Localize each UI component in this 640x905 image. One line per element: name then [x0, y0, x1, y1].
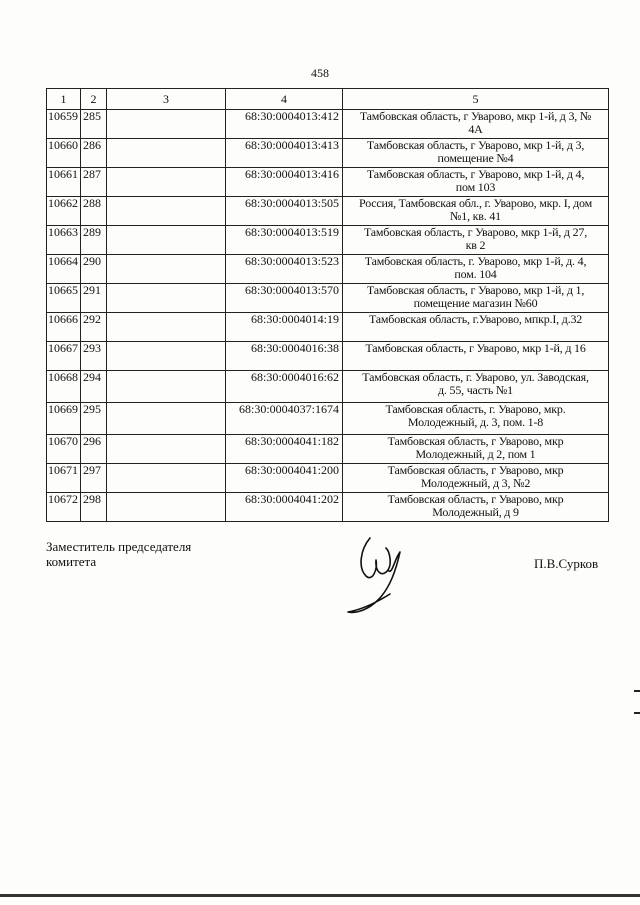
address-cell — [343, 226, 609, 255]
column-3-cell — [107, 342, 226, 371]
column-header: 4 — [226, 89, 343, 110]
column-3-cell — [107, 197, 226, 226]
column-3-cell — [107, 139, 226, 168]
address-cell — [343, 255, 609, 284]
column-3-cell — [107, 464, 226, 493]
table-row — [47, 403, 609, 435]
item-index-cell: 289 — [81, 226, 107, 255]
column-3-cell — [107, 435, 226, 464]
table-row — [47, 435, 609, 464]
item-index-cell: 288 — [81, 197, 107, 226]
cadastral-number-cell: 68:30:0004041:182 — [226, 435, 343, 464]
column-header: 1 — [47, 89, 81, 110]
item-index-cell: 294 — [81, 371, 107, 403]
handwritten-signature — [330, 530, 420, 620]
cadastral-number-cell: 68:30:0004013:523 — [226, 255, 343, 284]
cadastral-number-cell: 68:30:0004016:62 — [226, 371, 343, 403]
table-header-row — [47, 89, 609, 110]
table-row — [47, 313, 609, 342]
record-number-cell: 10665 — [47, 284, 81, 313]
column-header: 2 — [81, 89, 107, 110]
column-3-cell — [107, 168, 226, 197]
cadastral-number-cell: 68:30:0004037:1674 — [226, 403, 343, 435]
column-3-cell — [107, 284, 226, 313]
record-number-cell: 10668 — [47, 371, 81, 403]
column-3-cell — [107, 493, 226, 522]
page-number: 458 — [311, 66, 329, 80]
address-line-2: д. 55, часть №1 — [438, 383, 513, 397]
address-line-1: Тамбовская область, г. Уварово, мкр 1-й, д. 4, — [364, 254, 587, 268]
cadastral-number-cell: 68:30:0004013:412 — [226, 110, 343, 139]
record-number-cell: 10662 — [47, 197, 81, 226]
record-number-cell: 10663 — [47, 226, 81, 255]
column-3-cell — [107, 110, 226, 139]
item-index-cell: 292 — [81, 313, 107, 342]
table-row — [47, 197, 609, 226]
cadastral-number-cell: 68:30:0004013:519 — [226, 226, 343, 255]
record-number-cell: 10666 — [47, 313, 81, 342]
address-line-1: Тамбовская область, г Уварово, мкр 1-й, д 16 — [365, 341, 586, 355]
address-cell — [343, 493, 609, 522]
address-line-2: пом. 104 — [454, 267, 497, 281]
address-cell — [343, 110, 609, 139]
address-line-2: №1, кв. 41 — [450, 209, 501, 223]
table-row — [47, 226, 609, 255]
address-cell — [343, 139, 609, 168]
cadastral-number-cell: 68:30:0004013:505 — [226, 197, 343, 226]
item-index-cell: 295 — [81, 403, 107, 435]
column-header: 3 — [107, 89, 226, 110]
column-3-cell — [107, 255, 226, 284]
address-line-1: Тамбовская область, г Уварово, мкр — [387, 492, 564, 506]
address-cell — [343, 464, 609, 493]
table-row — [47, 168, 609, 197]
item-index-cell: 293 — [81, 342, 107, 371]
item-index-cell: 291 — [81, 284, 107, 313]
address-cell — [343, 403, 609, 435]
record-number-cell: 10660 — [47, 139, 81, 168]
signatory-title-line1: Заместитель председателя — [46, 539, 192, 554]
record-number-cell: 10667 — [47, 342, 81, 371]
table-row — [47, 371, 609, 403]
table-row — [47, 342, 609, 371]
address-cell — [343, 168, 609, 197]
table-row — [47, 284, 609, 313]
address-line-2: Молодежный, д 2, пом 1 — [415, 447, 536, 461]
address-line-2: 4А — [468, 122, 483, 136]
address-cell — [343, 284, 609, 313]
column-3-cell — [107, 371, 226, 403]
address-line-1: Тамбовская область, г. Уварово, ул. Заводская, — [362, 370, 589, 384]
table-row — [47, 464, 609, 493]
item-index-cell: 296 — [81, 435, 107, 464]
margin-mark — [634, 712, 640, 714]
record-number-cell: 10672 — [47, 493, 81, 522]
item-index-cell: 287 — [81, 168, 107, 197]
signatory-name: П.В.Сурков — [534, 556, 599, 571]
cadastral-number-cell: 68:30:0004041:200 — [226, 464, 343, 493]
address-line-2: кв 2 — [465, 238, 486, 252]
address-cell — [343, 342, 609, 371]
item-index-cell: 298 — [81, 493, 107, 522]
column-header: 5 — [343, 89, 609, 110]
address-line-2: Молодежный, д 3, №2 — [420, 476, 531, 490]
record-number-cell: 10661 — [47, 168, 81, 197]
address-line-1: Тамбовская область, г Уварово, мкр 1-й, д 3, № — [359, 109, 592, 123]
cadastral-number-cell: 68:30:0004041:202 — [226, 493, 343, 522]
record-number-cell: 10664 — [47, 255, 81, 284]
address-line-1: Тамбовская область, г.Уварово, мпкр.I, д.32 — [368, 312, 583, 326]
record-number-cell: 10670 — [47, 435, 81, 464]
table-row — [47, 110, 609, 139]
address-line-1: Тамбовская область, г Уварово, мкр 1-й, д 27, — [363, 225, 588, 239]
signatory-title-line2: комитета — [46, 554, 97, 569]
registry-table — [46, 88, 609, 522]
address-cell — [343, 197, 609, 226]
table-row — [47, 139, 609, 168]
address-line-2: пом 103 — [455, 180, 496, 194]
address-line-1: Тамбовская область, г Уварово, мкр 1-й, д 4, — [366, 167, 585, 181]
column-3-cell — [107, 403, 226, 435]
table-row — [47, 255, 609, 284]
cadastral-number-cell: 68:30:0004013:570 — [226, 284, 343, 313]
record-number-cell: 10671 — [47, 464, 81, 493]
margin-mark — [634, 690, 640, 692]
address-line-2: помещение магазин №60 — [413, 296, 538, 310]
address-cell — [343, 313, 609, 342]
address-line-2: помещение №4 — [437, 151, 514, 165]
item-index-cell: 285 — [81, 110, 107, 139]
address-line-2: Молодежный, д 9 — [432, 505, 519, 519]
address-line-1: Тамбовская область, г. Уварово, мкр. — [385, 402, 566, 416]
scan-edge-rule — [0, 894, 640, 897]
address-line-1: Тамбовская область, г Уварово, мкр — [387, 434, 564, 448]
column-3-cell — [107, 226, 226, 255]
column-3-cell — [107, 313, 226, 342]
address-line-1: Тамбовская область, г Уварово, мкр — [387, 463, 564, 477]
item-index-cell: 286 — [81, 139, 107, 168]
item-index-cell: 297 — [81, 464, 107, 493]
cadastral-number-cell: 68:30:0004013:413 — [226, 139, 343, 168]
record-number-cell: 10669 — [47, 403, 81, 435]
address-line-1: Россия, Тамбовская обл., г. Уварово, мкр. I, дом — [359, 196, 592, 210]
address-line-1: Тамбовская область, г Уварово, мкр 1-й, д 1, — [366, 283, 585, 297]
record-number-cell: 10659 — [47, 110, 81, 139]
cadastral-number-cell: 68:30:0004016:38 — [226, 342, 343, 371]
cadastral-number-cell: 68:30:0004013:416 — [226, 168, 343, 197]
address-line-2: Молодежный, д. 3, пом. 1-8 — [407, 415, 544, 429]
address-cell — [343, 435, 609, 464]
item-index-cell: 290 — [81, 255, 107, 284]
cadastral-number-cell: 68:30:0004014:19 — [226, 313, 343, 342]
address-line-1: Тамбовская область, г Уварово, мкр 1-й, д 3, — [366, 138, 585, 152]
signatory-title — [46, 539, 191, 569]
address-cell — [343, 371, 609, 403]
table-row — [47, 493, 609, 522]
